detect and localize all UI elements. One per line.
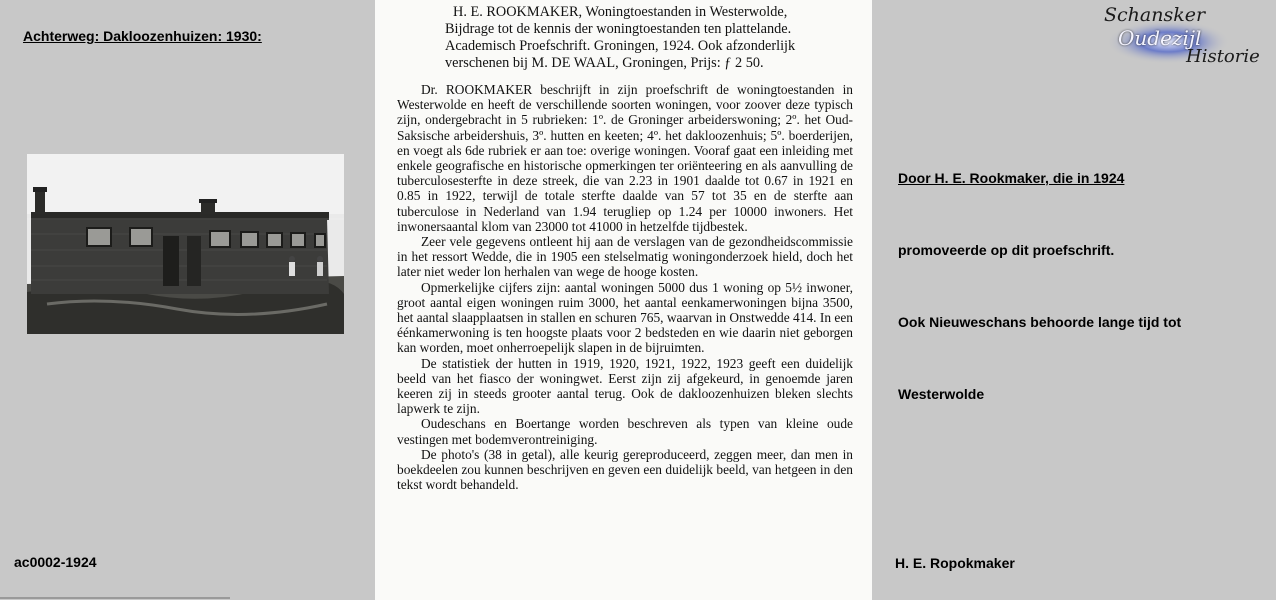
logo-text: Schansker	[1104, 4, 1206, 26]
divider	[0, 597, 230, 599]
header-line: H. E. ROOKMAKER, Woningtoestanden in Westerwolde,	[453, 4, 788, 20]
caption-nieuweschans: Ook Nieuweschans behoorde lange tijd tot	[898, 314, 1182, 330]
building-photo	[27, 154, 344, 334]
document-paragraph: De photo's (38 in getal), alle keurig gereproduceerd, zeggen meer, dan men in boekdeelen zou kunnen beschrijven en geven een duidelijk beeld, van hetgeen in den tekst wordt behandeld.	[397, 446, 853, 493]
document-body	[397, 82, 853, 492]
logo-text: Historie	[1186, 46, 1260, 67]
caption-promoted: promoveerde op dit proefschrift.	[898, 242, 1115, 258]
logo-text: Oudezijl	[1118, 26, 1202, 50]
schansker-logo[interactable]	[1098, 4, 1270, 68]
header-line: Academisch Proefschrift. Groningen, 1924. Ook afzonderlijk	[445, 38, 796, 54]
scanned-document	[375, 0, 872, 600]
document-paragraph: Oudeschans en Boertange worden beschreven als typen van kleine oude vestingen met bodemverontreiniging.	[397, 416, 853, 447]
caption-author-line: Door H. E. Rookmaker, die in 1924	[898, 170, 1125, 186]
author-name: H. E. Ropokmaker	[895, 555, 1015, 571]
document-paragraph: Opmerkelijke cijfers zijn: aantal woningen 5000 dus 1 woning op 5½ inwoner, groot aantal eigen woningen ruim 3000, het aantal eenkamerwoningen bijna 3500, het aantal slaapplaatsen in stallen en schuren 765, waarvan in Onstwedde 414. In een éénkamerwoning is ten hoogste plaats voor 2 bedsteden en wie daarin niet geborgen kan worden, moet onherroepelijk slapen in de bijruimten.	[397, 279, 853, 356]
header-line: verschenen bij M. DE WAAL, Groningen, Prijs: ƒ 2 50.	[445, 55, 764, 71]
header-line: Bijdrage tot de kennis der woningtoestanden ten plattelande.	[445, 21, 792, 37]
page-title: Achterweg: Dakloozenhuizen: 1930:	[23, 28, 262, 44]
document-paragraph: Zeer vele gegevens ontleent hij aan de verslagen van de gezondheidscommissie in het ressort Wedde, die in 1905 een stelselmatig woningonderzoek hield, doch het later niet weder lon herhalen van wege de hooge kosten.	[397, 234, 853, 280]
document-header	[423, 4, 863, 72]
document-paragraph: Dr. ROOKMAKER beschrijft in zijn proefschrift de woningtoestanden in Westerwolde en heeft de verschillende soorten woningen, voor zoover deze typisch zijn, ondergebracht in 5 rubrieken: 1º. de Groninger arbeiderswoning; 2º. het Oud-Saksische arbeidershuis, 3º. hutten en keeten; 4º. het dakloozenhuis; 5º. boerderijen, en voegt als 6de rubriek er aan toe: overige woningen. Vooraf gaat een inleiding met enkele geografische en historische opmerkingen ter oriënteering en als aanvulling de tuberculosesterfte in deze streek, die van 2.23 in 1901 daalde tot 0.67 in 1921 en 0.85 in 1922, terwijl de totale sterfte daalde van 57 tot 35 en de sterfte aan tuberculose in Nederland van 1.94 terugliep op 1.24 per 10000 inwoners. Het inwonersaantal klom van 23000 tot 41000 in hetzelfde tijdbestek.	[397, 82, 853, 234]
document-paragraph: De statistiek der hutten in 1919, 1920, 1921, 1922, 1923 geeft een duidelijk beeld van het fiasco der woningwet. Eerst zijn zij afgekeurd, in genoemde jaren keeren zij in steeds grooter aantal terug. Ook de dakloozenhuizen bleken slechts lapwerk te zijn.	[397, 355, 853, 417]
caption-westerwolde: Westerwolde	[898, 386, 985, 402]
image-code: ac0002-1924	[14, 554, 97, 570]
